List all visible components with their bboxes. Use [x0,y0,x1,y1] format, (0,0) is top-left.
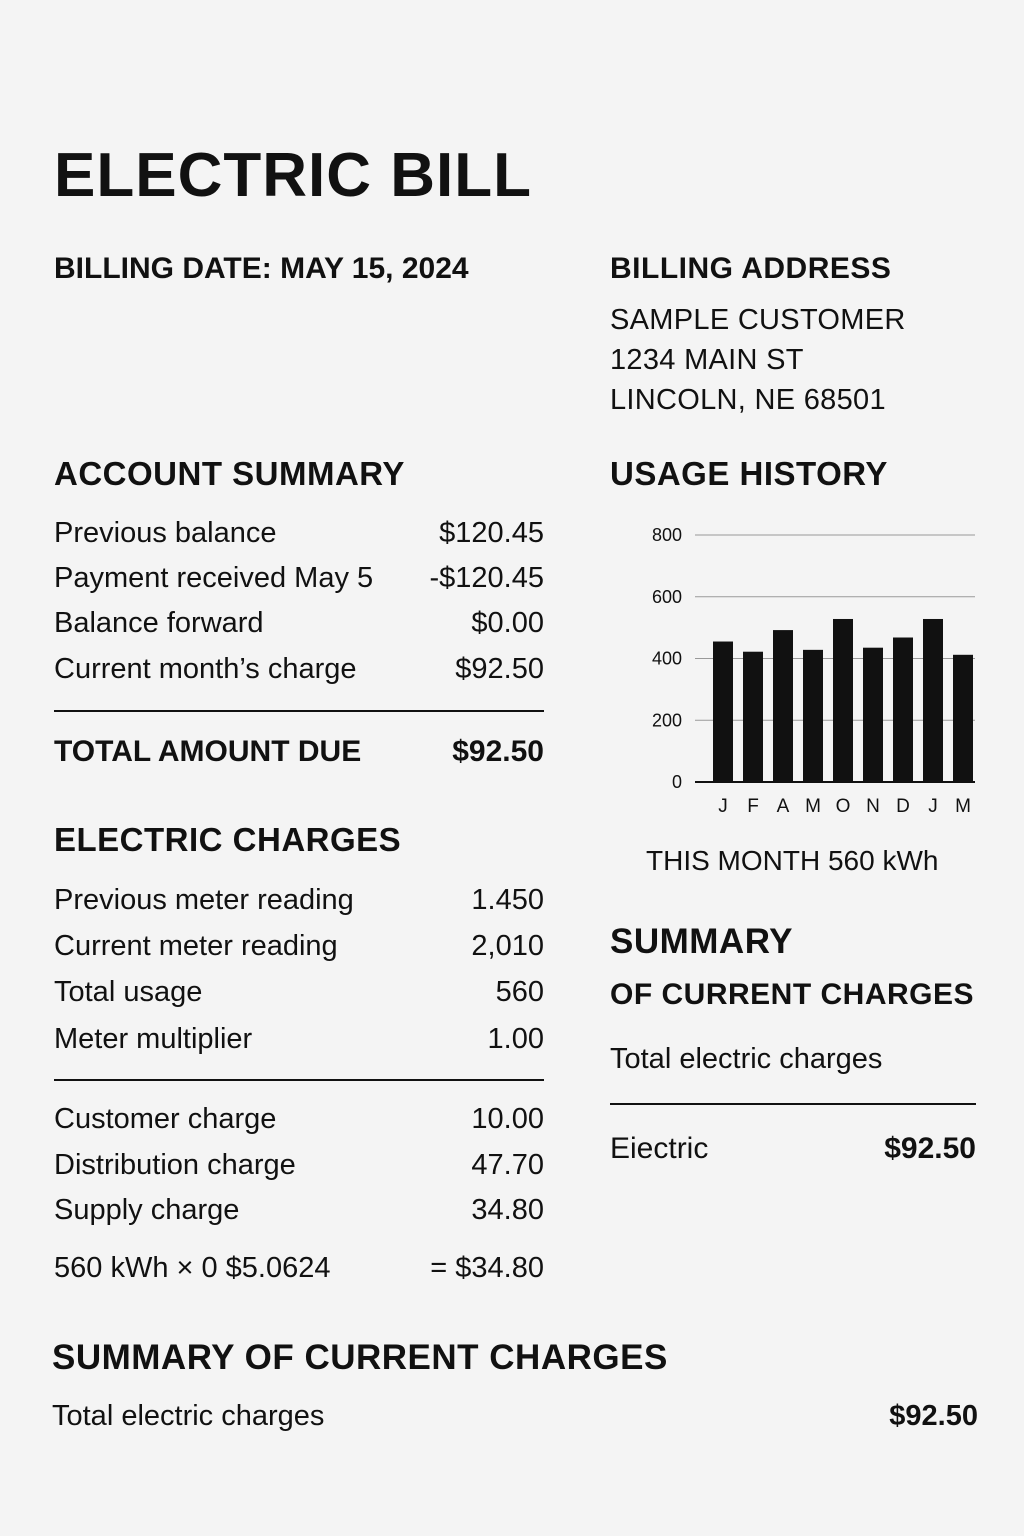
address-line-name: SAMPLE CUSTOMER [610,304,906,336]
x-tick-label: N [866,796,880,817]
y-tick-label: 800 [651,525,682,545]
electric-value: $92.50 [884,1132,976,1165]
bottom-summary-value: $92.50 [889,1400,978,1432]
summary-side-subtitle: OF CURRENT CHARGES [610,978,975,1011]
electric-label: Eiectric [610,1132,709,1165]
usage-bar [773,630,793,782]
row-label: Supply charge [54,1194,240,1226]
usage-bar [893,638,913,782]
page-title: ELECTRIC BILL [54,141,532,210]
usage-history-title: USAGE HISTORY [610,455,888,492]
this-month-usage: THIS MONTH 560 kWh [646,845,939,876]
row-label: Total usage [54,976,203,1008]
calc-value: = $34.80 [430,1252,544,1284]
summary-side-total-label: Total electric charges [610,1043,883,1075]
summary-row-current-charge [54,653,544,686]
usage-bar [833,619,853,782]
row-label: Previous balance [54,517,277,549]
row-value: 47.70 [471,1149,544,1181]
summary-side-divider [610,1103,976,1105]
row-value: -$120.45 [429,562,544,594]
address-line-city: LINCOLN, NE 68501 [610,384,886,416]
meter-row-total-usage [54,976,544,1009]
x-tick-label: O [835,796,851,817]
y-tick-label: 400 [651,648,682,669]
row-value: $120.45 [439,517,544,549]
usage-bar [743,652,763,782]
y-tick-label: 200 [651,710,682,731]
y-tick-label: 600 [651,586,682,607]
bottom-summary-label: Total electric charges [52,1400,325,1432]
usage-bar [803,650,823,782]
summary-side-electric-row [610,1132,976,1166]
total-value: $92.50 [452,735,544,768]
usage-bar [713,642,733,782]
total-label: TOTAL AMOUNT DUE [54,735,362,768]
row-value: $0.00 [471,607,544,639]
billing-date: BILLING DATE: MAY 15, 2024 [54,252,469,285]
charge-row-distribution [54,1149,544,1182]
usage-history-chart [640,515,990,825]
summary-row-payment-received [54,562,544,595]
calc-label: 560 kWh × 0 $5.0624 [54,1252,331,1284]
row-label: Distribution charge [54,1149,296,1181]
summary-row-balance-forward [54,607,544,640]
billing-address-title: BILLING ADDRESS [610,252,892,285]
row-label: Previous meter reading [54,884,354,916]
account-summary-title: ACCOUNT SUMMARY [54,455,405,492]
usage-bar [953,655,973,782]
row-label: Balance forward [54,607,264,639]
charge-row-customer [54,1103,544,1136]
x-tick-label: J [718,796,728,817]
row-label: Current meter reading [54,930,338,962]
bottom-summary-row [52,1400,978,1433]
row-label: Customer charge [54,1103,277,1135]
meter-row-previous [54,884,544,917]
charge-row-supply [54,1194,544,1227]
row-value: 10.00 [471,1103,544,1135]
x-tick-label: F [747,796,759,817]
row-label: Meter multiplier [54,1023,253,1055]
row-value: 560 [495,976,544,1008]
row-value: 1.00 [487,1023,544,1055]
supply-calculation-row [54,1252,544,1285]
summary-side-title: SUMMARY [610,922,794,961]
summary-row-previous-balance [54,517,544,550]
x-tick-label: M [805,796,821,817]
summary-divider [54,710,544,712]
meter-row-multiplier [54,1023,544,1056]
x-tick-label: D [896,796,910,817]
electric-charges-title: ELECTRIC CHARGES [54,821,402,858]
row-value: $92.50 [455,653,544,685]
y-tick-label: 0 [671,772,682,792]
x-tick-label: M [955,796,971,817]
meter-row-current [54,930,544,963]
charges-divider [54,1079,544,1081]
x-tick-label: J [928,796,938,817]
usage-bar [863,648,883,782]
row-label: Payment received May 5 [54,562,374,594]
usage-bar [923,619,943,782]
bottom-summary-title: SUMMARY OF CURRENT CHARGES [52,1338,668,1377]
row-value: 1.450 [471,884,544,916]
row-label: Current month’s charge [54,653,357,685]
address-line-street: 1234 MAIN ST [610,344,804,376]
x-tick-label: A [776,796,790,817]
total-amount-due-row [54,735,544,769]
row-value: 34.80 [471,1194,544,1226]
row-value: 2,010 [471,930,544,962]
